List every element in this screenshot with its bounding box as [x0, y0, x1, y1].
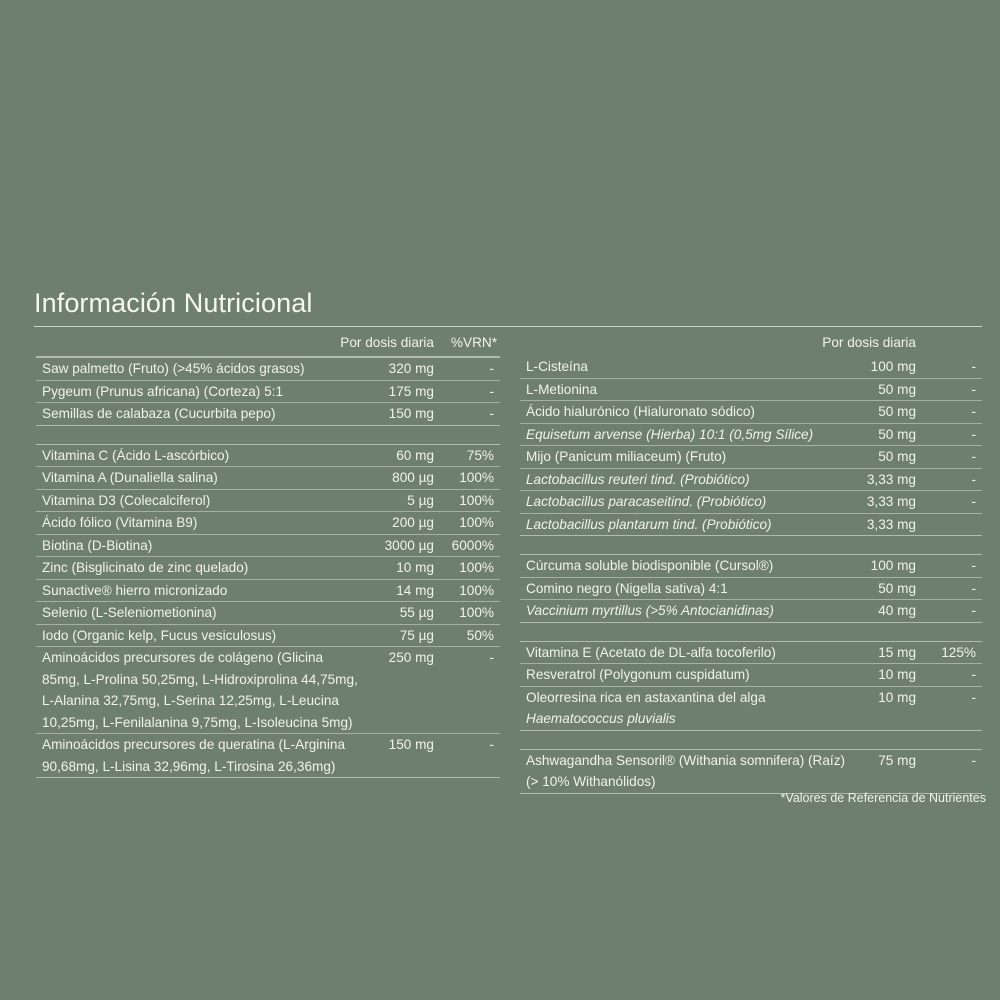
nutrient-group: [520, 356, 982, 536]
nutrient-dose: 3000 µg: [384, 537, 434, 553]
nutrient-name: Pygeum (Prunus africana) (Corteza) 5:1: [42, 383, 284, 399]
nutrient-name: L-Metionina: [526, 381, 598, 397]
nutrient-row: [36, 557, 500, 580]
nutrient-name: Iodo (Organic kelp, Fucus vesiculosus): [42, 627, 277, 643]
nutrient-name: Sunactive® hierro micronizado: [42, 582, 228, 598]
nutrient-name: Resveratrol (Polygonum cuspidatum): [526, 667, 750, 682]
table-header: [36, 332, 500, 356]
nutrient-name: Zinc (Bisglicinato de zinc quelado): [42, 560, 249, 575]
nutrient-dose: 200 µg: [392, 515, 434, 530]
nutrient-row: [520, 600, 982, 622]
nutrient-dose: 10 mg: [396, 560, 434, 575]
nutrient-vrn: -: [971, 689, 976, 705]
nutrient-vrn: 100%: [459, 605, 494, 620]
nutrient-name: Ashwagandha Sensoril® (Withania somnifera) (Raíz) (> 10% Withanólidos): [526, 752, 846, 789]
nutrient-vrn: -: [489, 406, 494, 421]
nutrient-dose: 50 mg: [878, 404, 916, 419]
nutrient-dose: 55 µg: [399, 605, 434, 620]
nutrient-row: [520, 469, 982, 492]
nutrient-name: Lactobacillus reuteri tind. (Probiótico): [526, 471, 750, 487]
nutrient-dose: 75 mg: [878, 752, 916, 768]
group-spacer: [520, 731, 982, 749]
nutrient-dose: 3,33 mg: [866, 516, 916, 532]
nutrient-vrn: -: [971, 494, 976, 509]
nutrient-dose: 50 mg: [878, 580, 916, 596]
nutrient-row: [36, 602, 500, 625]
nutrient-row: [36, 445, 500, 468]
nutrient-name: Semillas de calabaza (Cucurbita pepo): [42, 406, 276, 421]
nutrient-group: [520, 750, 982, 794]
nutrient-name: Vitamina D3 (Colecalciferol): [42, 492, 211, 508]
nutrient-row: [36, 403, 500, 425]
nutrition-table-right: [520, 332, 982, 794]
nutrient-dose: 40 mg: [878, 603, 916, 618]
nutrient-dose: 15 mg: [878, 644, 916, 660]
nutrient-row: [36, 647, 500, 734]
nutrient-row: [520, 578, 982, 601]
nutrient-name: Oleorresina rica en astaxantina del alga: [526, 689, 766, 705]
nutrient-row: [36, 381, 500, 404]
nutrient-vrn: -: [971, 752, 976, 768]
group-spacer: [520, 536, 982, 554]
nutrient-dose: 250 mg: [388, 650, 434, 665]
nutrient-name: Cúrcuma soluble biodisponible (Cursol®): [526, 558, 774, 573]
nutrient-vrn: -: [971, 449, 976, 464]
nutrient-name-continued: Haematococcus pluvialis: [526, 711, 676, 726]
nutrient-vrn: 100%: [459, 582, 494, 598]
nutrient-name: Lactobacillus plantarum tind. (Probiótico): [526, 516, 772, 532]
nutrient-name: Ácido fólico (Vitamina B9): [42, 515, 198, 530]
nutrient-vrn: -: [489, 650, 494, 665]
nutrient-dose: 3,33 mg: [866, 471, 916, 487]
nutrient-name: Biotina (D-Biotina): [42, 537, 153, 553]
nutrient-group: [520, 555, 982, 623]
nutrient-group: [520, 642, 982, 731]
page-title: Información Nutricional: [34, 288, 313, 318]
nutrient-group: [36, 445, 500, 779]
nutrient-name: Aminoácidos precursores de colágeno (Glicina 85mg, L-Prolina 50,25mg, L-Hidroxiprolina 44,75mg, L-Alanina 32,75mg, L-Serina 12,25mg, L-Leucina 10,25mg, L-Fenilalanina 9,75mg, L-Isoleucina 5mg): [42, 650, 358, 730]
nutrient-dose: 50 mg: [878, 381, 916, 397]
nutrient-vrn: 75%: [466, 447, 494, 463]
nutrient-dose: 5 µg: [407, 492, 434, 508]
nutrient-row: [36, 734, 500, 777]
nutrient-row: [520, 664, 982, 687]
nutrient-name: Ácido hialurónico (Hialuronato sódico): [526, 404, 755, 419]
nutrient-vrn: -: [971, 404, 976, 419]
nutrient-row: [520, 687, 982, 730]
group-spacer: [520, 623, 982, 641]
nutrient-dose: 175 mg: [388, 383, 434, 399]
nutrient-row: [520, 750, 982, 793]
nutrient-row: [36, 358, 500, 381]
nutrient-vrn: -: [971, 359, 976, 374]
nutrient-row: [520, 424, 982, 447]
nutrient-row: [520, 555, 982, 578]
nutrient-row: [36, 490, 500, 513]
nutrient-row: [520, 356, 982, 379]
nutrient-dose: 50 mg: [878, 426, 916, 442]
nutrient-vrn: 100%: [459, 492, 494, 508]
nutrient-row: [36, 467, 500, 490]
nutrient-row: [36, 535, 500, 558]
vrn-column-header: %VRN*: [450, 335, 497, 350]
nutrient-row: [36, 625, 500, 648]
nutrient-name: Vitamina A (Dunaliella salina): [42, 470, 218, 485]
nutrient-vrn: 100%: [459, 470, 494, 485]
nutrient-dose: 150 mg: [388, 737, 434, 752]
nutrient-dose: 50 mg: [878, 449, 916, 464]
nutrient-group: [36, 358, 500, 426]
nutrient-name: Mijo (Panicum miliaceum) (Fruto): [526, 449, 727, 464]
nutrient-vrn: 6000%: [451, 537, 494, 553]
table-header: [520, 332, 982, 356]
nutrient-name: Vitamina C (Ácido L-ascórbico): [42, 447, 230, 463]
nutrient-row: [520, 446, 982, 469]
nutrient-vrn: -: [971, 603, 976, 618]
nutrient-row: [520, 491, 982, 514]
nutrient-dose: 320 mg: [388, 361, 434, 376]
nutrient-dose: 75 µg: [399, 627, 434, 643]
nutrient-vrn: -: [971, 558, 976, 573]
nutrient-name: Equisetum arvense (Hierba) 10:1 (0,5mg Sílice): [526, 426, 814, 442]
nutrient-name: Vaccinium myrtillus (>5% Antocianidinas): [526, 603, 774, 618]
nutrient-vrn: -: [971, 426, 976, 442]
nutrient-vrn: -: [971, 471, 976, 487]
nutrient-row: [36, 512, 500, 535]
nutrient-dose: 100 mg: [870, 558, 916, 573]
nutrition-table-left: [36, 332, 500, 778]
footnote: *Valores de Referencia de Nutrientes: [780, 791, 986, 805]
nutrient-vrn: 100%: [459, 560, 494, 575]
nutrient-vrn: -: [971, 667, 976, 682]
nutrient-name: Aminoácidos precursores de queratina (L-Arginina 90,68mg, L-Lisina 32,96mg, L-Tirosina 26,36mg): [42, 737, 345, 774]
nutrient-row: [36, 580, 500, 603]
nutrient-row: [520, 514, 982, 536]
nutrient-name: L-Cisteína: [526, 359, 588, 374]
nutrient-dose: 10 mg: [878, 667, 916, 682]
nutrient-dose: 800 µg: [392, 470, 434, 485]
nutrient-dose: 60 mg: [396, 447, 434, 463]
nutrient-name: Selenio (L-Seleniometionina): [42, 605, 217, 620]
nutrient-vrn: -: [489, 361, 494, 376]
nutrient-vrn: 125%: [941, 644, 976, 660]
nutrient-row: [520, 642, 982, 665]
nutrient-vrn: -: [489, 737, 494, 752]
nutrient-dose: 3,33 mg: [866, 494, 916, 509]
nutrient-dose: 10 mg: [878, 689, 916, 705]
dose-column-header: Por dosis diaria: [822, 335, 916, 350]
nutrient-name: Vitamina E (Acetato de DL-alfa tocoferilo): [526, 644, 776, 660]
nutrient-name: Comino negro (Nigella sativa) 4:1: [526, 580, 728, 596]
nutrient-dose: 14 mg: [396, 582, 434, 598]
nutrient-name: Saw palmetto (Fruto) (>45% ácidos grasos): [42, 361, 305, 376]
nutrient-name: Lactobacillus paracaseitind. (Probiótico): [526, 494, 767, 509]
dose-column-header: Por dosis diaria: [340, 335, 434, 350]
title-divider: [34, 326, 982, 327]
nutrient-row: [520, 379, 982, 402]
nutrient-dose: 100 mg: [870, 359, 916, 374]
group-spacer: [36, 426, 500, 444]
nutrient-vrn: -: [971, 381, 976, 397]
nutrient-vrn: 50%: [466, 627, 494, 643]
nutrient-vrn: 100%: [459, 515, 494, 530]
nutrient-vrn: -: [489, 383, 494, 399]
nutrient-row: [520, 401, 982, 424]
nutrient-vrn: -: [971, 580, 976, 596]
nutrient-dose: 150 mg: [388, 406, 434, 421]
